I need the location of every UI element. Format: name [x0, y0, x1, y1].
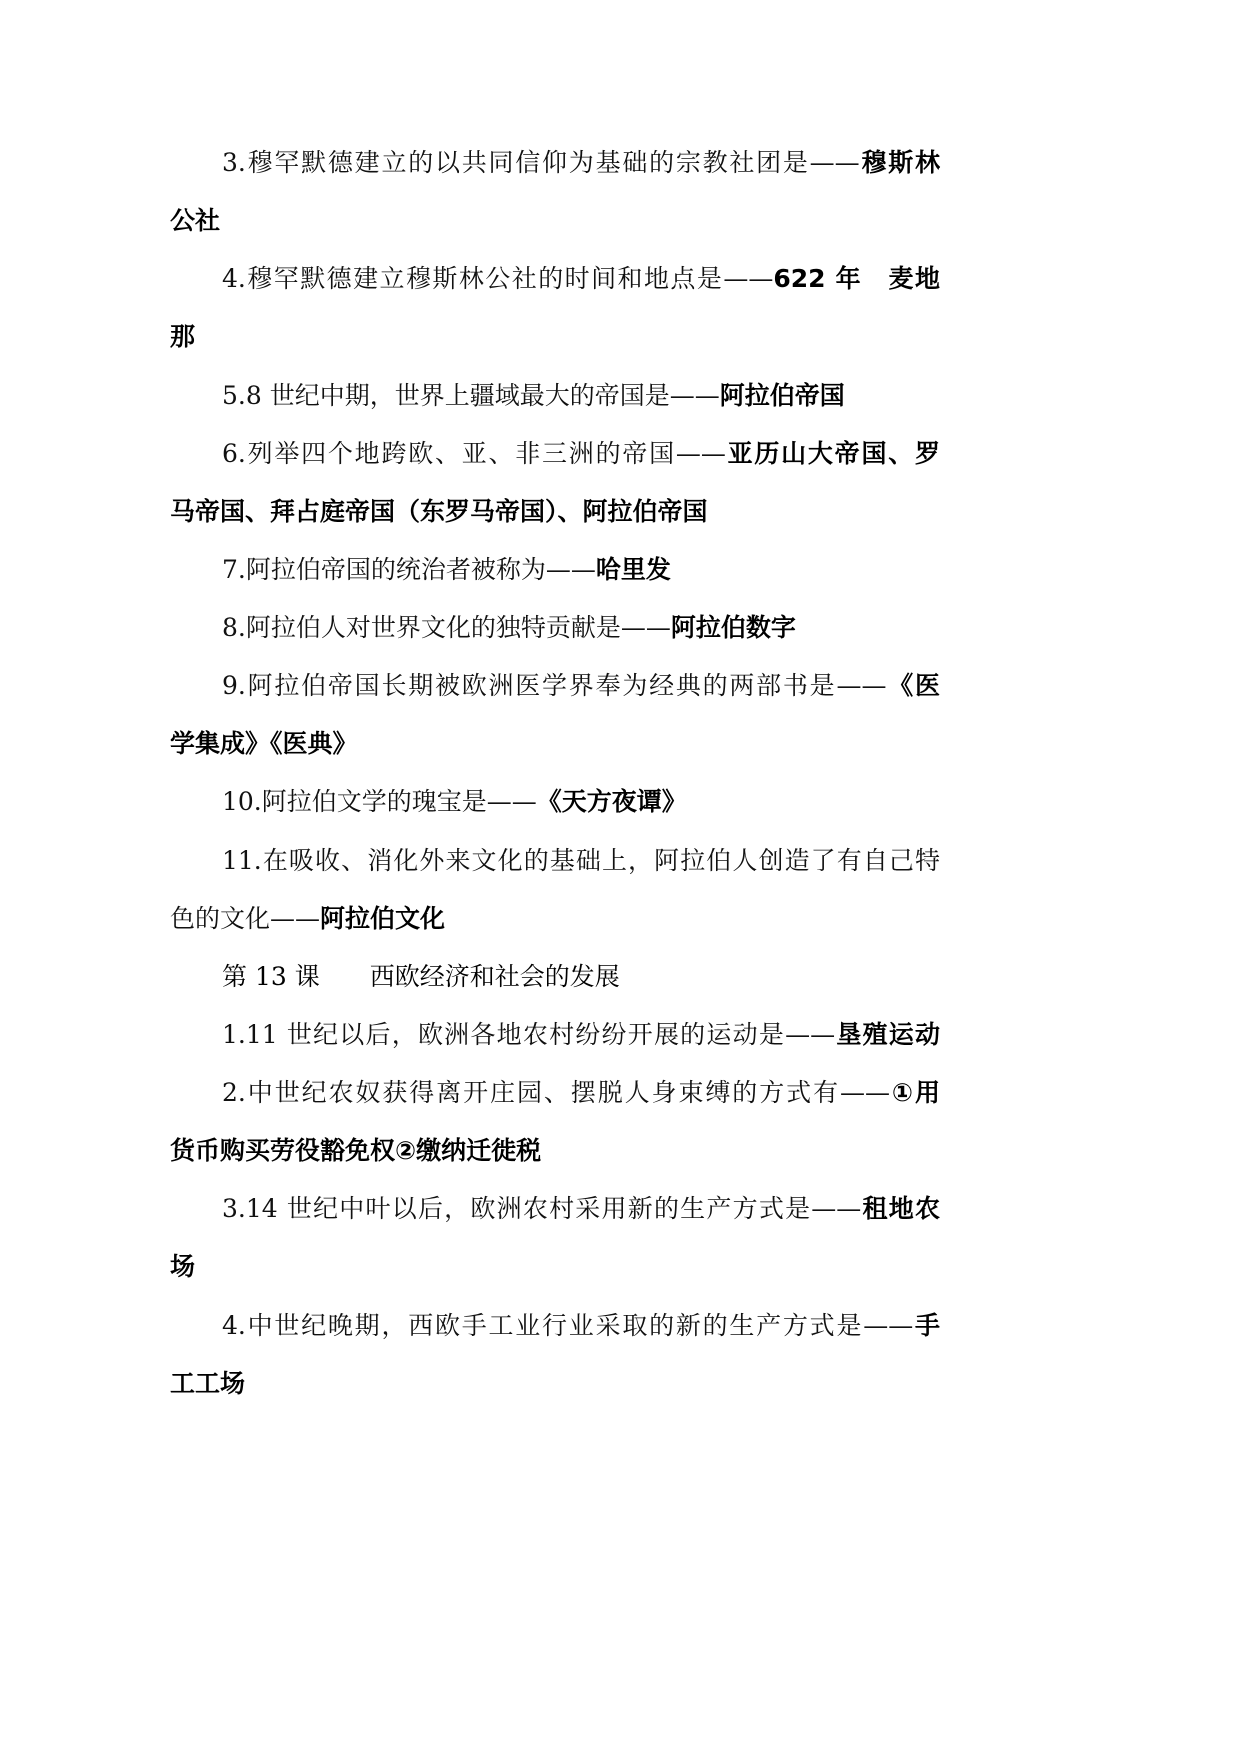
question-11-line-1 [170, 832, 940, 890]
question-6-line-1 [170, 425, 940, 483]
lesson13-question-4-line-1 [170, 1297, 940, 1355]
lesson-title: 第 13 课 西欧经济和社会的发展 [222, 961, 620, 991]
answer-text: 穆斯林 [859, 148, 940, 177]
answer-text: 阿拉伯数字 [670, 613, 796, 642]
question-4-line-1 [170, 250, 940, 308]
question-text: 8.阿拉伯人对世界文化的独特贡献是—— [222, 613, 671, 642]
lesson13-question-4-line-2 [170, 1355, 940, 1413]
answer-text: 阿拉伯文化 [320, 903, 446, 933]
lesson13-question-3-line-2 [170, 1238, 940, 1296]
answer-text: 手 [913, 1310, 940, 1340]
question-text: 2.中世纪农奴获得离开庄园、摆脱人身束缚的方式有—— [222, 1078, 890, 1107]
question-text: 9.阿拉伯帝国长期被欧洲医学界奉为经典的两部书是—— [222, 671, 887, 701]
answer-text: 阿拉伯帝国 [719, 380, 845, 410]
question-text: 4.中世纪晚期，西欧手工业行业采取的新的生产方式是—— [222, 1310, 914, 1340]
question-3-line-2 [170, 192, 940, 250]
document-body [170, 134, 940, 1413]
answer-text: 租地农 [861, 1194, 940, 1224]
question-text: 色的文化—— [170, 903, 321, 933]
question-11-line-2 [170, 890, 940, 948]
question-text: 3.14 世纪中叶以后，欧洲农村采用新的生产方式是—— [222, 1194, 862, 1224]
answer-text: 货币购买劳役豁免权②缴纳迁徙税 [170, 1136, 542, 1166]
answer-text: 马帝国、拜占庭帝国（东罗马帝国）、阿拉伯帝国 [170, 496, 708, 526]
question-text: 6.列举四个地跨欧、亚、非三洲的帝国—— [222, 438, 726, 468]
question-text: 3.穆罕默德建立的以共同信仰为基础的宗教社团是—— [222, 148, 860, 177]
question-text: 1.11 世纪以后，欧洲各地农村纷纷开展的运动是—— [222, 1019, 836, 1049]
answer-text: 场 [170, 1252, 196, 1282]
lesson13-question-2-line-1 [170, 1064, 940, 1122]
question-7-line-1 [170, 541, 940, 599]
lesson13-question-3-line-1 [170, 1180, 940, 1238]
answer-text: 工工场 [170, 1368, 246, 1398]
answer-text: 公社 [170, 206, 221, 236]
answer-text: 622 年 麦地 [773, 264, 940, 294]
answer-text: 亚历山大帝国、罗 [725, 438, 940, 468]
question-4-line-2 [170, 308, 940, 366]
question-5-line-1 [170, 367, 940, 425]
question-text: 10.阿拉伯文学的瑰宝是—— [222, 787, 537, 817]
answer-text: 垦殖运动 [835, 1019, 940, 1049]
answer-text: 《医 [886, 671, 940, 701]
question-8-line-1 [170, 599, 940, 657]
question-3-line-1 [170, 134, 940, 192]
question-text: 4.穆罕默德建立穆斯林公社的时间和地点是—— [222, 264, 774, 294]
answer-text: 学集成》《医典》 [170, 729, 358, 759]
lesson13-question-1-line-1 [170, 1006, 940, 1064]
question-text: 7.阿拉伯帝国的统治者被称为—— [222, 554, 596, 584]
answer-text: 那 [170, 322, 196, 352]
question-10-line-1 [170, 773, 940, 831]
question-6-line-2 [170, 483, 940, 541]
lesson13-question-2-line-2 [170, 1122, 940, 1180]
answer-text: 哈里发 [595, 554, 671, 584]
answer-text: ①用 [890, 1078, 941, 1107]
answer-text: 《天方夜谭》 [536, 787, 687, 817]
lesson-heading [170, 948, 940, 1006]
question-text: 11.在吸收、消化外来文化的基础上，阿拉伯人创造了有自己特 [222, 845, 940, 875]
question-9-line-2 [170, 715, 940, 773]
question-text: 5.8 世纪中期，世界上疆域最大的帝国是—— [222, 380, 720, 410]
question-9-line-1 [170, 657, 940, 715]
